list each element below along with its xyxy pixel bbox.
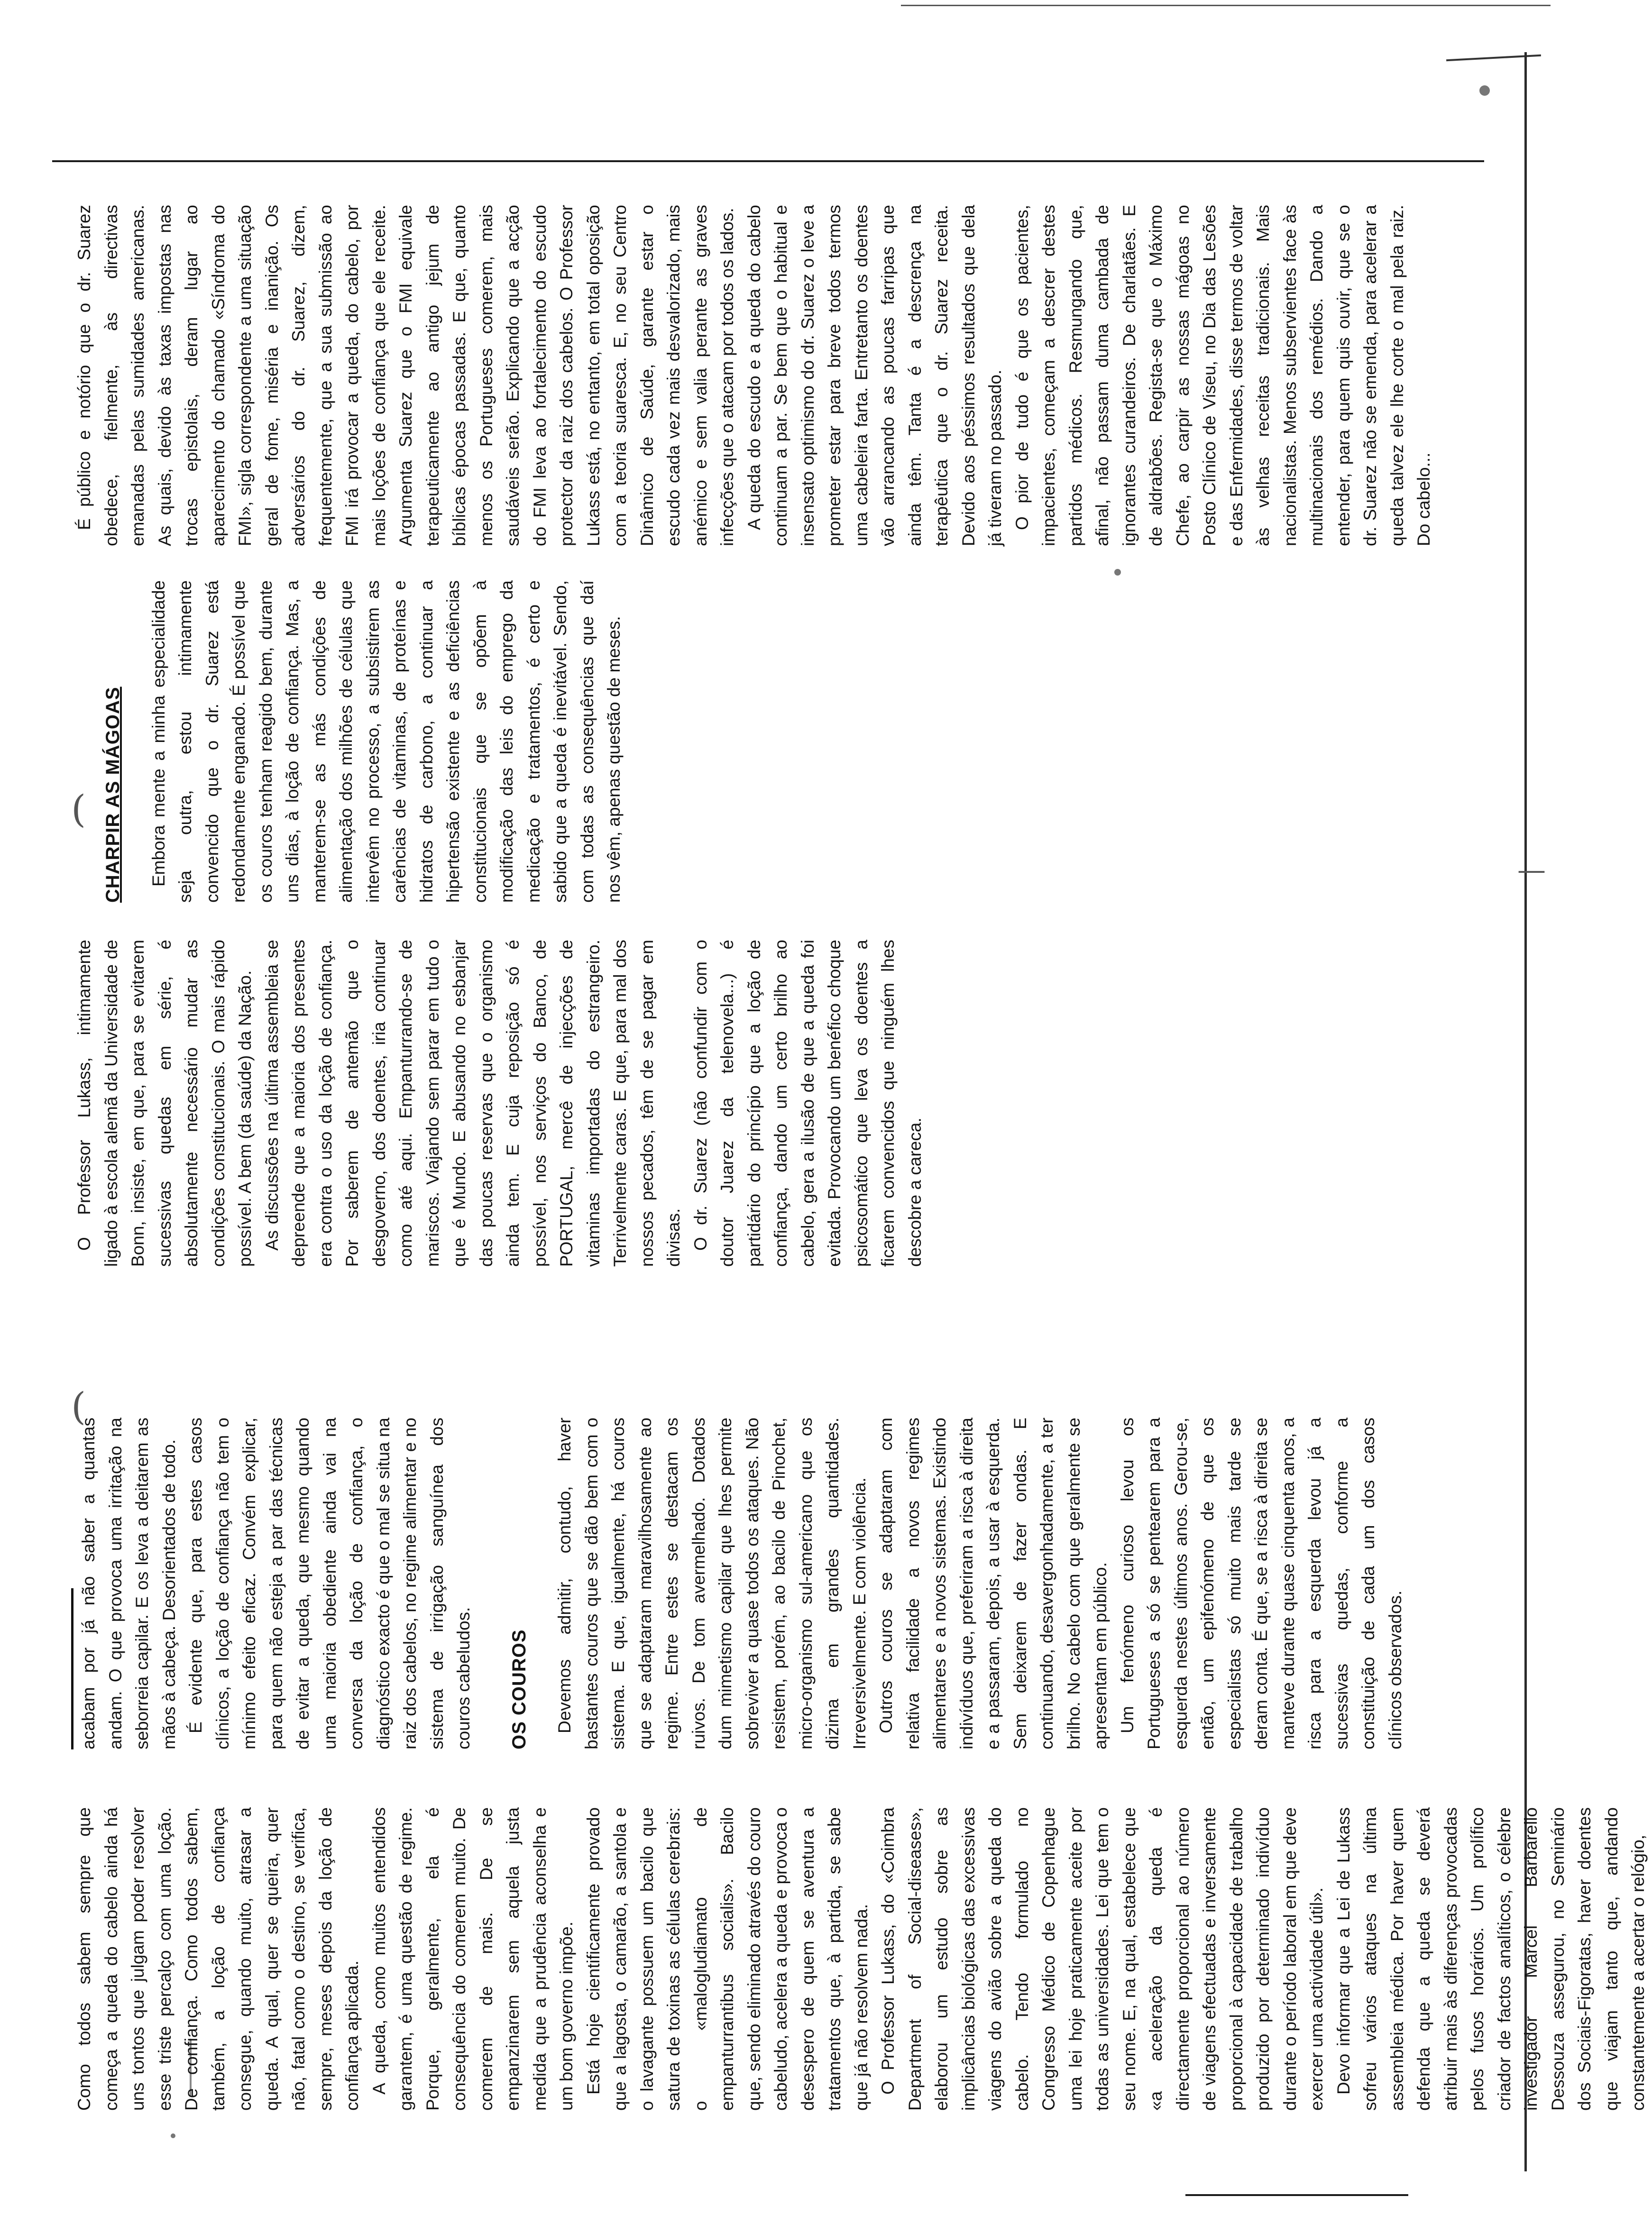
paragraph: Embora mente a minha especialidade seja outra, estou intimamente convencido que o dr. Suarez está redondamente enganado. É possível que os couros tenham reagido bem, durante uns dias, à loção de confiança. Mas, a manterem-se as más condições de alimentação dos milhões de células que intervêm no processo, a subsistirem as carências de vitaminas, de proteínas e hidratos de carbono, a continuar a hipertensão existente e as deficiências constitucionais que se opõem à modificação das leis do emprego da medicação e tratamentos, é certo e sabido que a queda é inevitável. Sendo, com todas as consequências que daí nos vêm, apenas questão de meses. <box>148 580 624 903</box>
margin-mark: — <box>1517 853 1546 887</box>
paragraph: Outros couros se adaptaram com relativa facilidade a novos regimes alimentares e a novos sistemas. Existindo indivíduos que, preferiram a risca à direita e a passaram, depois, a usar à esquerda. Sem deixarem de fazer ondas. E continuando, desavergonhadamente, a ter brilho. No cabelo com que geralmente se apresentam em público. <box>876 1418 1110 1749</box>
paragraph: A queda do escudo e a queda do cabelo continuam a par. Se bem que o habitual e insensato optimismo do dr. Suarez o leve a prometer estar para breve todos termos uma cabeleira farta. Entretanto os doentes vão arrancando as poucas farripas que ainda têm. Tanta é a descrença na terapêutica que o dr. Suarez receita. Devido aos péssimos resultados que dela já tiveram no passado. <box>744 205 1005 546</box>
margin-mark: ( <box>71 1384 86 1428</box>
article-column-1 <box>71 1807 1652 2111</box>
page-edge-rule <box>52 160 1484 162</box>
paragraph: É público e notório que o dr. Suarez obedece, fielmente, às directivas emanadas pelas sumidades americanas. As quais, devido às taxas impostas nas trocas epistolais, deram lugar ao aparecimento do chamado «Síndroma do FMI», sigla correspondente a uma situação geral de fome, miséria e inanição. Os adversários do dr. Suarez, dizem, frequentemente, que a sua submissão ao FMI irá provocar a queda, do cabelo, por mais loções de confiança que ele receite. Argumenta Suarez que o FMI equivale terapeuticamente ao antigo jejum de bíblicas épocas passadas. E que, quanto menos os Portugueses comerem, mais saudáveis serão. Explicando que a acção do FMI leva ao fortalecimento do escudo protector da raiz dos cabelos. O Professor Lukass está, no entanto, em total oposição com a teoria suaresca. E, no seu Centro Dinâmico de Saúde, garante estar o escudo cada vez mais desvalorizado, mais anémico e sem valia perante as graves infecções que o atacam por todos os lados. <box>74 205 737 546</box>
article-column-4 <box>71 580 628 903</box>
paragraph: Devo informar que a Lei de Lukass sofreu vários ataques na última assembleia médica. Por haver quem defenda que a queda se deverá atribuir mais às diferenças provocadas pelos fusos horários. Um prolífico criador de factos analíticos, o célebre investigador Marcel Barbarello Dessouza assegurou, no Seminário dos Sociais-Figoratas, haver doentes que viajam tanto que, andando constantemente a acertar o relógio, <box>1333 1807 1648 2111</box>
paragraph: Devemos admitir, contudo, haver bastantes couros que se dão bem com o sistema. E que, igualmente, há couros que se adaptaram maravilhosamente ao regime. Entre estes se destacam os ruivos. De tom avermelhado. Dotados dum mimetismo capilar que lhes permite sobreviver a quase todos os ataques. Não resistem, porém, ao bacilo de Pinochet, micro-organismo sul-americano que os dizima em grandes quantidades. Irreversivelmente. E com violência. <box>555 1418 869 1749</box>
paragraph: A queda, como muitos entendidos garantem, é uma questão de regime. Porque, geralmente, ela é consequência do comerem muito. De comerem de mais. De se empanzinarem sem aquela justa medida que a prudência aconselha e um bom governo impõe. <box>369 1807 576 2111</box>
paragraph: acabam por já não saber a quantas andam. O que provoca uma irritação na seborreia capilar. E os leva a deitarem as mãos à cabeça. Desorientados de todo. <box>79 1418 179 1749</box>
paragraph: Como todos sabem sempre que começa a queda do cabelo ainda há uns tontos que julgam poder resolver esse triste percalço com uma loção. De confiança. Como todos sabem, também, a loção de confiança consegue, quando muito, atrasar a queda. A qual, quer se queira, quer não, fatal como o destino, se verifica, sempre, meses depois da loção de confiança aplicada. <box>74 1807 362 2111</box>
margin-mark: ( <box>71 787 86 831</box>
paragraph: É evidente que, para estes casos clínicos, a loção de confiança não tem o mínimo efeito eficaz. Convém explicar, para quem não esteja a par das técnicas de evitar a queda, que mesmo quando uma maioria obediente ainda vai na conversa da loção de confiança, o diagnóstico exacto é que o mal se situa na raiz dos cabelos, no regime alimentar e no sistema de irrigação sanguínea dos couros cabeludos. <box>186 1418 473 1749</box>
article-column-2 <box>71 1418 1409 1749</box>
paragraph: As discussões na última assembleia se depreende que a maioria dos presentes era contra o uso da loção de confiança. Por saberem de antemão que o desgoverno, dos doentes, iria continuar como até aqui. Empanturrando-se de mariscos. Viajando sem parar em tudo o que é Mundo. E abusando no esbanjar das poucas reservas que o organismo ainda tem. E cuja reposição só é possível, nos serviços do Banco, de PORTUGAL, mercê de injecções de vitaminas importadas do estrangeiro. Terrivelmente caras. E que, para mal dos nossos pecados, têm de se pagar em divisas. <box>262 940 683 1267</box>
paragraph: O Professor Lukass, do «Coimbra Department of Social-diseases», elaborou um estudo sobre as implicâncias biológicas das excessivas viagens do avião sobre a queda do cabelo. Tendo formulado no Congresso Médico de Copenhague uma lei hoje praticamente aceite por todas as universidades. Lei que tem o seu nome. E, na qual, estabelece que «a aceleração da queda é directamente proporcional ao número de viagens efectuadas e inversamente proporcional à capacidade de trabalho produzido por determinado indivíduo durante o período laboral em que deve exercer uma actividade útil». <box>878 1807 1326 2111</box>
column-top-rule <box>71 1588 73 1749</box>
paragraph: Está hoje cientificamente provado que a lagosta, o camarão, a santola e o lavagante possuem um bacilo que satura de toxinas as células cerebrais: o «malogludiamato de empanturrantibus socialis». Bacilo que, sendo eliminado através do couro cabeludo, acelera a queda e provoca o desespero de quem se aventura a tratamentos que, à partida, se sabe que já não resolvem nada. <box>583 1807 871 2111</box>
section-heading: CHARPIR AS MÁGOAS <box>102 686 123 903</box>
section-heading: OS COUROS <box>508 1629 530 1749</box>
paragraph: O dr. Suarez (não confundir com o doutor Juarez da telenovela...) é partidário do princípio que a loção de confiança, dando um certo brilho ao cabelo, gera a ilusão de que a queda foi evitada. Provocando um benéfico choque psicosomático que leva os doentes a ficarem convencidos que ninguém lhes descobre a careca. <box>690 940 925 1267</box>
bottom-margin-rule <box>1185 2194 1408 2196</box>
paragraph: Um fenómeno curioso levou os Portugueses a só se pentearem para a esquerda nestes últimos anos. Gerou-se, então, um epifenómeno de que os especialistas só muito mais tarde se deram conta. É que, se a risca à direita se manteve durante quase cinquenta anos, a risca para a esquerda levou já a sucessivas quedas, conforme a constituição de cada um dos casos clínicos observados. <box>1117 1418 1405 1749</box>
paragraph: O pior de tudo é que os pacientes, impacientes, começam a descrer destes partidos médicos. Resmungando que, afinal, não passam duma cambada de ignorantes curandeiros. De charlatães. E de aldrabões. Regista-se que o Máximo Chefe, ao carpir as nossas mágoas no Posto Clínico de Viseu, no Dia das Lesões e das Enfermidades, disse termos de voltar às velhas receitas tradicionais. Mais nacionalistas. Menos subservientes face às multinacionais dos remédios. Dando a entender, para quem quis ouvir, que se o dr. Suarez não se emenda, para acelerar a queda talvez ele lhe corte o mal pela raiz. Do cabelo... <box>1012 205 1433 546</box>
paragraph: O Professor Lukass, intimamente ligado à escola alemã da Universidade de Bonn, insiste, em que, para se evitarem sucessivas quedas em série, é absolutamente necessário mudar as condições constitucionais. O mais rápido possível. A bem (da saúde) da Nação. <box>74 940 255 1267</box>
article-column-3 <box>71 940 928 1267</box>
article-column-5 <box>71 205 1438 546</box>
